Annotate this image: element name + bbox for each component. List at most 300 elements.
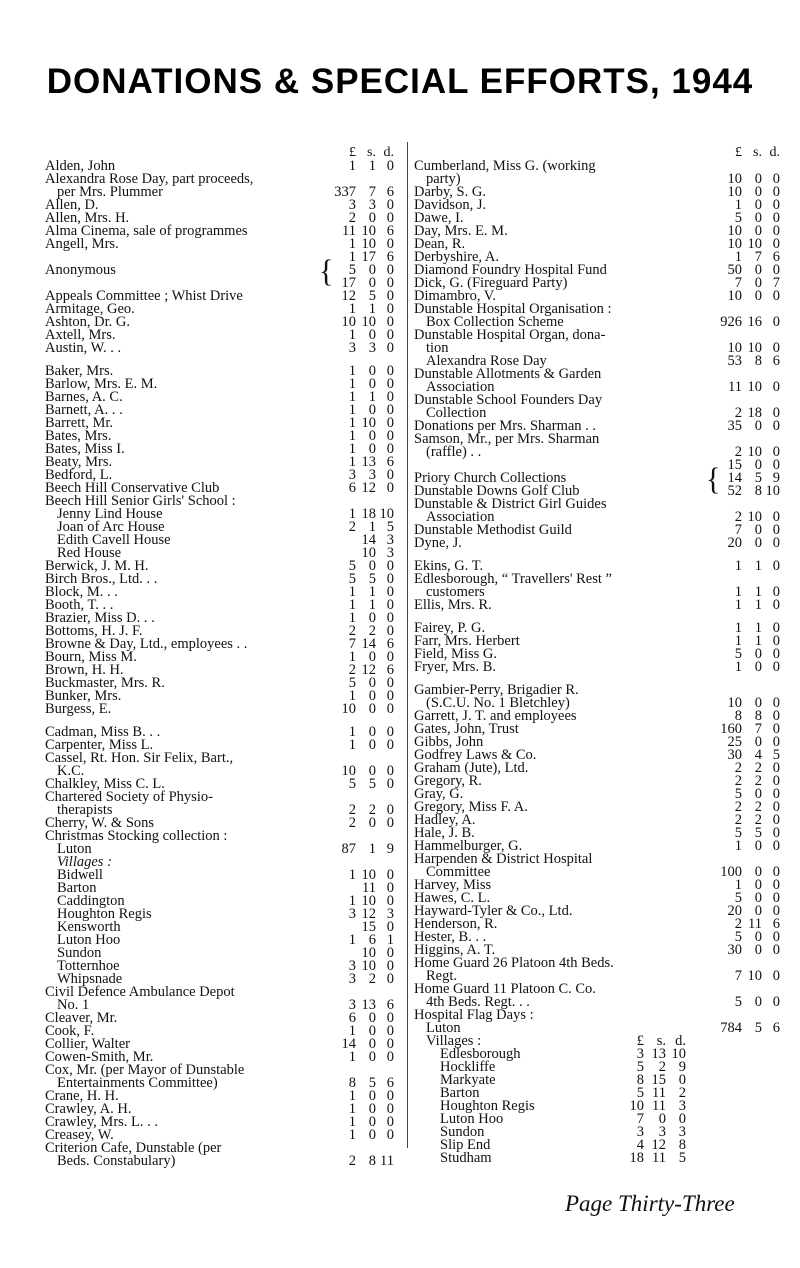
amount-pounds: 5 xyxy=(734,646,742,662)
amount-pence: 0 xyxy=(386,314,394,330)
amount-pounds: 337 xyxy=(334,184,356,200)
donor-name: Hospital Flag Days : xyxy=(414,1007,534,1023)
amount-shillings: 0 xyxy=(754,210,762,226)
village-pounds: 8 xyxy=(636,1072,644,1088)
village-name: Studham xyxy=(440,1150,492,1166)
amount-pence: 9 xyxy=(386,841,394,857)
donor-name: customers xyxy=(426,584,485,600)
donor-name: K.C. xyxy=(57,763,85,779)
amount-pounds: 1 xyxy=(348,1114,356,1130)
amount-pounds: 1 xyxy=(348,932,356,948)
amount-pounds: 5 xyxy=(348,675,356,691)
villages-label: Villages : xyxy=(426,1033,482,1049)
amount-pence: 0 xyxy=(386,737,394,753)
amount-pence: 0 xyxy=(386,275,394,291)
donor-name: Anonymous xyxy=(45,262,116,278)
amount-shillings: 0 xyxy=(368,724,376,740)
amount-pounds: 5 xyxy=(734,890,742,906)
amount-shillings: 2 xyxy=(754,773,762,789)
amount-pence: 1 xyxy=(386,932,394,948)
amount-shillings: 1 xyxy=(368,158,376,174)
amount-pence: 0 xyxy=(772,994,780,1010)
donor-name: Association xyxy=(426,379,495,395)
amount-shillings: 0 xyxy=(754,262,762,278)
village-pence: 9 xyxy=(678,1059,686,1075)
right-column xyxy=(414,145,784,1165)
amount-pence: 0 xyxy=(386,571,394,587)
amount-pounds: 5 xyxy=(348,558,356,574)
donor-name: Hayward-Tyler & Co., Ltd. xyxy=(414,903,573,919)
village-shillings: 0 xyxy=(658,1111,666,1127)
donor-name: Cadman, Miss B. . . xyxy=(45,724,161,740)
donor-name: Baker, Mrs. xyxy=(45,363,114,379)
donor-name: Brazier, Miss D. . . xyxy=(45,610,155,626)
amount-pounds: 87 xyxy=(341,841,356,857)
amount-shillings: 1 xyxy=(368,519,376,535)
donor-name: Appeals Committee ; Whist Drive xyxy=(45,288,243,304)
amount-pounds: 7 xyxy=(734,968,742,984)
amount-pounds: 5 xyxy=(734,929,742,945)
amount-pounds: 3 xyxy=(348,997,356,1013)
amount-pence: 0 xyxy=(772,695,780,711)
amount-pence: 0 xyxy=(386,1088,394,1104)
amount-shillings: 10 xyxy=(747,236,762,252)
amount-shillings: 11 xyxy=(748,916,762,932)
amount-pence: 0 xyxy=(772,171,780,187)
amount-shillings: 10 xyxy=(361,223,376,239)
donor-name: Regt. xyxy=(426,968,458,984)
amount-pounds: 2 xyxy=(734,509,742,525)
amount-pence: 9 xyxy=(772,470,780,486)
amount-pounds: 20 xyxy=(727,535,742,551)
donor-name: Barrett, Mr. xyxy=(45,415,114,431)
donor-name: Carpenter, Miss L. xyxy=(45,737,154,753)
donor-name: Bedford, L. xyxy=(45,467,113,483)
amount-pence: 3 xyxy=(386,532,394,548)
donor-name: Beaty, Mrs. xyxy=(45,454,113,470)
amount-pence: 10 xyxy=(765,483,780,499)
donor-name: Davidson, J. xyxy=(414,197,487,213)
sub-pounds-header: £ xyxy=(636,1033,644,1049)
amount-shillings: 0 xyxy=(754,223,762,239)
donor-name: Civil Defence Ambulance Depot xyxy=(45,984,235,1000)
amount-shillings: 0 xyxy=(368,1127,376,1143)
amount-pence: 0 xyxy=(386,376,394,392)
donor-name: per Mrs. Plummer xyxy=(57,184,163,200)
amount-pence: 0 xyxy=(386,389,394,405)
amount-pounds: 1 xyxy=(348,1049,356,1065)
amount-pounds: 10 xyxy=(727,236,742,252)
donor-name: Day, Mrs. E. M. xyxy=(414,223,508,239)
amount-pounds: 25 xyxy=(727,734,742,750)
amount-shillings: 0 xyxy=(754,184,762,200)
amount-pence: 0 xyxy=(386,402,394,418)
amount-pounds: 1 xyxy=(348,236,356,252)
amount-pence: 0 xyxy=(772,864,780,880)
amount-pence: 0 xyxy=(772,522,780,538)
amount-pence: 6 xyxy=(386,249,394,265)
amount-pounds: 3 xyxy=(348,906,356,922)
amount-shillings: 5 xyxy=(754,470,762,486)
donor-name: Fryer, Mrs. B. xyxy=(414,659,496,675)
village-shillings: 13 xyxy=(651,1046,666,1062)
amount-shillings: 1 xyxy=(754,633,762,649)
amount-shillings: 1 xyxy=(368,841,376,857)
list-item xyxy=(414,199,784,212)
village-pounds: 3 xyxy=(636,1046,644,1062)
amount-shillings: 8 xyxy=(754,353,762,369)
amount-shillings: 2 xyxy=(754,799,762,815)
donor-name: Cook, F. xyxy=(45,1023,95,1039)
list-item xyxy=(414,957,784,970)
amount-pounds: 1 xyxy=(348,584,356,600)
donor-name: Dawe, I. xyxy=(414,210,464,226)
village-pence: 10 xyxy=(671,1046,686,1062)
amount-shillings: 5 xyxy=(368,1075,376,1091)
amount-pounds: 7 xyxy=(734,275,742,291)
amount-pence: 0 xyxy=(772,812,780,828)
amount-pence: 0 xyxy=(772,584,780,600)
donor-name: No. 1 xyxy=(57,997,90,1013)
amount-pence: 0 xyxy=(386,441,394,457)
amount-shillings: 3 xyxy=(368,467,376,483)
donor-name: Priory Church Collections xyxy=(414,470,567,486)
amount-pence: 0 xyxy=(386,210,394,226)
amount-pounds: 3 xyxy=(348,340,356,356)
amount-pounds: 1 xyxy=(734,584,742,600)
donor-name: Axtell, Mrs. xyxy=(45,327,116,343)
donor-name: Gibbs, John xyxy=(414,734,484,750)
amount-pence: 0 xyxy=(772,760,780,776)
amount-shillings: 5 xyxy=(754,1020,762,1036)
amount-pounds: 1 xyxy=(734,558,742,574)
amount-pence: 0 xyxy=(386,584,394,600)
pence-header: d. xyxy=(383,145,394,160)
donor-name: Graham (Jute), Ltd. xyxy=(414,760,529,776)
amount-pounds: 2 xyxy=(348,802,356,818)
amount-shillings: 0 xyxy=(368,376,376,392)
amount-pounds: 10 xyxy=(341,701,356,717)
amount-pounds: 3 xyxy=(348,467,356,483)
amount-pence: 0 xyxy=(386,467,394,483)
amount-pence: 0 xyxy=(772,223,780,239)
village-shillings: 11 xyxy=(652,1150,666,1166)
amount-pence: 0 xyxy=(386,649,394,665)
donor-name: Gregory, R. xyxy=(414,773,482,789)
amount-shillings: 10 xyxy=(747,444,762,460)
amount-pence: 0 xyxy=(386,428,394,444)
donor-name: Bates, Mrs. xyxy=(45,428,112,444)
amount-pence: 0 xyxy=(772,535,780,551)
donor-name: (S.C.U. No. 1 Bletchley) xyxy=(426,695,570,711)
village-pence: 0 xyxy=(678,1111,686,1127)
flag-day-villages xyxy=(414,1035,784,1165)
donor-name: Bourn, Miss M. xyxy=(45,649,137,665)
amount-shillings: 11 xyxy=(362,880,376,896)
amount-pounds: 2 xyxy=(348,519,356,535)
donor-name: Cowen-Smith, Mr. xyxy=(45,1049,154,1065)
amount-pence: 0 xyxy=(386,558,394,574)
amount-pounds: 1 xyxy=(734,659,742,675)
amount-pounds: 1 xyxy=(348,415,356,431)
amount-shillings: 0 xyxy=(754,659,762,675)
amount-pounds: 5 xyxy=(734,210,742,226)
list-item xyxy=(45,342,402,355)
amount-shillings: 0 xyxy=(754,942,762,958)
donor-name: Gates, John, Trust xyxy=(414,721,519,737)
donor-name: Barlow, Mrs. E. M. xyxy=(45,376,158,392)
amount-pence: 0 xyxy=(772,799,780,815)
amount-pence: 3 xyxy=(386,545,394,561)
amount-pounds: 10 xyxy=(727,223,742,239)
donor-name: Hadley, A. xyxy=(414,812,476,828)
amount-shillings: 0 xyxy=(368,1036,376,1052)
amount-shillings: 0 xyxy=(368,441,376,457)
amount-pence: 0 xyxy=(386,197,394,213)
donation-list-right xyxy=(414,160,784,1035)
donor-name: Samson, Mr., per Mrs. Sharman xyxy=(414,431,600,447)
donor-name: Henderson, R. xyxy=(414,916,498,932)
amount-shillings: 10 xyxy=(747,968,762,984)
amount-shillings: 0 xyxy=(754,535,762,551)
amount-pence: 0 xyxy=(386,597,394,613)
list-item xyxy=(414,775,784,788)
donor-name: Burgess, E. xyxy=(45,701,112,717)
amount-pence: 10 xyxy=(379,506,394,522)
amount-pounds: 5 xyxy=(734,825,742,841)
donor-name: Allen, Mrs. H. xyxy=(45,210,130,226)
amount-pence: 0 xyxy=(772,786,780,802)
amount-shillings: 7 xyxy=(754,721,762,737)
amount-pounds: 1 xyxy=(348,389,356,405)
donor-name: Hale, J. B. xyxy=(414,825,475,841)
donor-name: Bidwell xyxy=(57,867,103,883)
amount-pounds: 1 xyxy=(734,838,742,854)
amount-pence: 6 xyxy=(386,997,394,1013)
donor-name: Berwick, J. M. H. xyxy=(45,558,149,574)
amount-shillings: 10 xyxy=(747,379,762,395)
donor-name: Luton Hoo xyxy=(57,932,121,948)
amount-pounds: 7 xyxy=(348,636,356,652)
amount-shillings: 10 xyxy=(361,893,376,909)
amount-shillings: 0 xyxy=(754,418,762,434)
amount-pence: 0 xyxy=(386,1010,394,1026)
amount-shillings: 13 xyxy=(361,997,376,1013)
village-pence: 5 xyxy=(678,1150,686,1166)
donor-name: Ashton, Dr. G. xyxy=(45,314,130,330)
donor-name: Dunstable Hospital Organ, dona- xyxy=(414,327,606,343)
donor-name: Diamond Foundry Hospital Fund xyxy=(414,262,607,278)
donor-name: Austin, W. . . xyxy=(45,340,122,356)
donor-name: Alexandra Rose Day, part proceeds, xyxy=(45,171,254,187)
village-name: Slip End xyxy=(440,1137,491,1153)
donor-name: Buckmaster, Mrs. R. xyxy=(45,675,165,691)
donor-name: Christmas Stocking collection : xyxy=(45,828,228,844)
list-item xyxy=(45,703,402,716)
amount-pounds: 11 xyxy=(728,379,742,395)
amount-shillings: 10 xyxy=(361,236,376,252)
amount-shillings: 12 xyxy=(361,662,376,678)
amount-pounds: 5 xyxy=(348,776,356,792)
amount-pounds: 1 xyxy=(348,1023,356,1039)
amount-pounds: 1 xyxy=(734,249,742,265)
amount-shillings: 15 xyxy=(361,919,376,935)
amount-pounds: 1 xyxy=(348,610,356,626)
amount-shillings: 0 xyxy=(368,1049,376,1065)
amount-pence: 6 xyxy=(772,916,780,932)
amount-shillings: 14 xyxy=(361,532,376,548)
amount-pence: 0 xyxy=(386,815,394,831)
village-name: Houghton Regis xyxy=(440,1098,535,1114)
amount-pence: 0 xyxy=(386,688,394,704)
donor-name: Godfrey Laws & Co. xyxy=(414,747,537,763)
donor-name: Garrett, J. T. and employees xyxy=(414,708,577,724)
amount-shillings: 4 xyxy=(754,747,762,763)
amount-pounds: 2 xyxy=(348,1153,356,1169)
donor-name: party) xyxy=(426,171,461,187)
donor-name: Dimambro, V. xyxy=(414,288,497,304)
donor-name: Totternhoe xyxy=(57,958,120,974)
amount-pence: 0 xyxy=(386,958,394,974)
amount-pence: 0 xyxy=(386,945,394,961)
donor-name: Donations per Mrs. Sharman . . xyxy=(414,418,597,434)
amount-pounds: 1 xyxy=(348,454,356,470)
amount-pounds: 1 xyxy=(348,327,356,343)
donor-name: Gregory, Miss F. A. xyxy=(414,799,528,815)
amount-pence: 3 xyxy=(386,906,394,922)
village-shillings: 3 xyxy=(658,1124,666,1140)
donor-name: Chartered Society of Physio- xyxy=(45,789,213,805)
amount-shillings: 0 xyxy=(754,903,762,919)
amount-pence: 0 xyxy=(386,1049,394,1065)
amount-pounds: 5 xyxy=(348,571,356,587)
amount-shillings: 0 xyxy=(368,688,376,704)
amount-pence: 0 xyxy=(386,340,394,356)
amount-pounds: 2 xyxy=(734,812,742,828)
amount-pounds: 2 xyxy=(734,773,742,789)
donor-name: Dyne, J. xyxy=(414,535,462,551)
amount-pence: 0 xyxy=(772,314,780,330)
donor-name: Browne & Day, Ltd., employees . . xyxy=(45,636,248,652)
amount-pounds: 15 xyxy=(727,457,742,473)
amount-shillings: 0 xyxy=(754,877,762,893)
amount-shillings: 0 xyxy=(754,457,762,473)
amount-pounds: 50 xyxy=(727,262,742,278)
donor-name: Dunstable & District Girl Guides xyxy=(414,496,607,512)
village-shillings: 12 xyxy=(651,1137,666,1153)
amount-pence: 0 xyxy=(386,880,394,896)
left-column xyxy=(45,145,402,1168)
amount-shillings: 1 xyxy=(368,301,376,317)
donor-name: 4th Beds. Regt. . . xyxy=(426,994,530,1010)
donor-name: Hammelburger, G. xyxy=(414,838,523,854)
amount-pounds: 10 xyxy=(341,314,356,330)
amount-shillings: 0 xyxy=(368,210,376,226)
amount-pence: 0 xyxy=(386,1023,394,1039)
village-pounds: 18 xyxy=(629,1150,644,1166)
donor-name: Dunstable School Founders Day xyxy=(414,392,603,408)
donor-name: Beds. Constabulary) xyxy=(57,1153,176,1169)
amount-pence: 0 xyxy=(386,327,394,343)
donor-name: Beech Hill Conservative Club xyxy=(45,480,220,496)
amount-pence: 0 xyxy=(772,773,780,789)
amount-pence: 0 xyxy=(772,184,780,200)
amount-pence: 0 xyxy=(386,610,394,626)
amount-pounds: 1 xyxy=(348,428,356,444)
brace-mark: { xyxy=(319,254,334,289)
amount-pence: 0 xyxy=(772,340,780,356)
amount-pence: 6 xyxy=(772,249,780,265)
amount-pence: 0 xyxy=(386,363,394,379)
amount-pounds: 10 xyxy=(727,171,742,187)
amount-pounds: 1 xyxy=(734,197,742,213)
amount-shillings: 5 xyxy=(368,776,376,792)
amount-shillings: 0 xyxy=(368,275,376,291)
amount-pounds: 1 xyxy=(348,893,356,909)
amount-shillings: 7 xyxy=(368,184,376,200)
amount-shillings: 18 xyxy=(361,506,376,522)
amount-pounds: 2 xyxy=(734,799,742,815)
amount-pounds: 3 xyxy=(348,958,356,974)
amount-pounds: 2 xyxy=(734,405,742,421)
amount-shillings: 0 xyxy=(368,701,376,717)
amount-shillings: 5 xyxy=(754,825,762,841)
amount-shillings: 13 xyxy=(361,454,376,470)
amount-pence: 0 xyxy=(386,776,394,792)
donor-name: Villages : xyxy=(57,854,112,870)
amount-pounds: 1 xyxy=(348,402,356,418)
amount-shillings: 1 xyxy=(368,597,376,613)
amount-pence: 0 xyxy=(772,210,780,226)
donor-name: Luton xyxy=(57,841,92,857)
amount-pence: 0 xyxy=(386,724,394,740)
amount-shillings: 1 xyxy=(368,584,376,600)
village-pounds: 5 xyxy=(636,1085,644,1101)
amount-shillings: 0 xyxy=(368,428,376,444)
donor-name: Gambier-Perry, Brigadier R. xyxy=(414,682,579,698)
list-item xyxy=(414,537,784,550)
amount-pence: 0 xyxy=(772,929,780,945)
amount-pence: 0 xyxy=(386,1127,394,1143)
amount-pounds: 5 xyxy=(348,262,356,278)
donor-name: Caddington xyxy=(57,893,125,909)
amount-pence: 7 xyxy=(772,275,780,291)
amount-pounds: 6 xyxy=(348,480,356,496)
amount-pounds: 30 xyxy=(727,747,742,763)
donor-name: Collier, Walter xyxy=(45,1036,130,1052)
amount-pence: 0 xyxy=(772,659,780,675)
amount-pence: 0 xyxy=(386,288,394,304)
donor-name: Cumberland, Miss G. (working xyxy=(414,158,596,174)
donor-name: Darby, S. G. xyxy=(414,184,486,200)
amount-pence: 0 xyxy=(772,825,780,841)
village-pounds: 7 xyxy=(636,1111,644,1127)
village-pounds: 5 xyxy=(636,1059,644,1075)
village-pounds: 4 xyxy=(636,1137,644,1153)
amount-pounds: 1 xyxy=(734,597,742,613)
amount-pounds: 2 xyxy=(348,815,356,831)
amount-shillings: 0 xyxy=(368,815,376,831)
amount-pence: 0 xyxy=(772,838,780,854)
village-name: Luton Hoo xyxy=(440,1111,504,1127)
amount-shillings: 10 xyxy=(361,867,376,883)
donor-name: Allen, D. xyxy=(45,197,99,213)
amount-shillings: 1 xyxy=(754,620,762,636)
amount-pence: 6 xyxy=(772,353,780,369)
amount-shillings: 0 xyxy=(368,363,376,379)
amount-shillings: 1 xyxy=(368,389,376,405)
pounds-header: £ xyxy=(349,145,356,160)
